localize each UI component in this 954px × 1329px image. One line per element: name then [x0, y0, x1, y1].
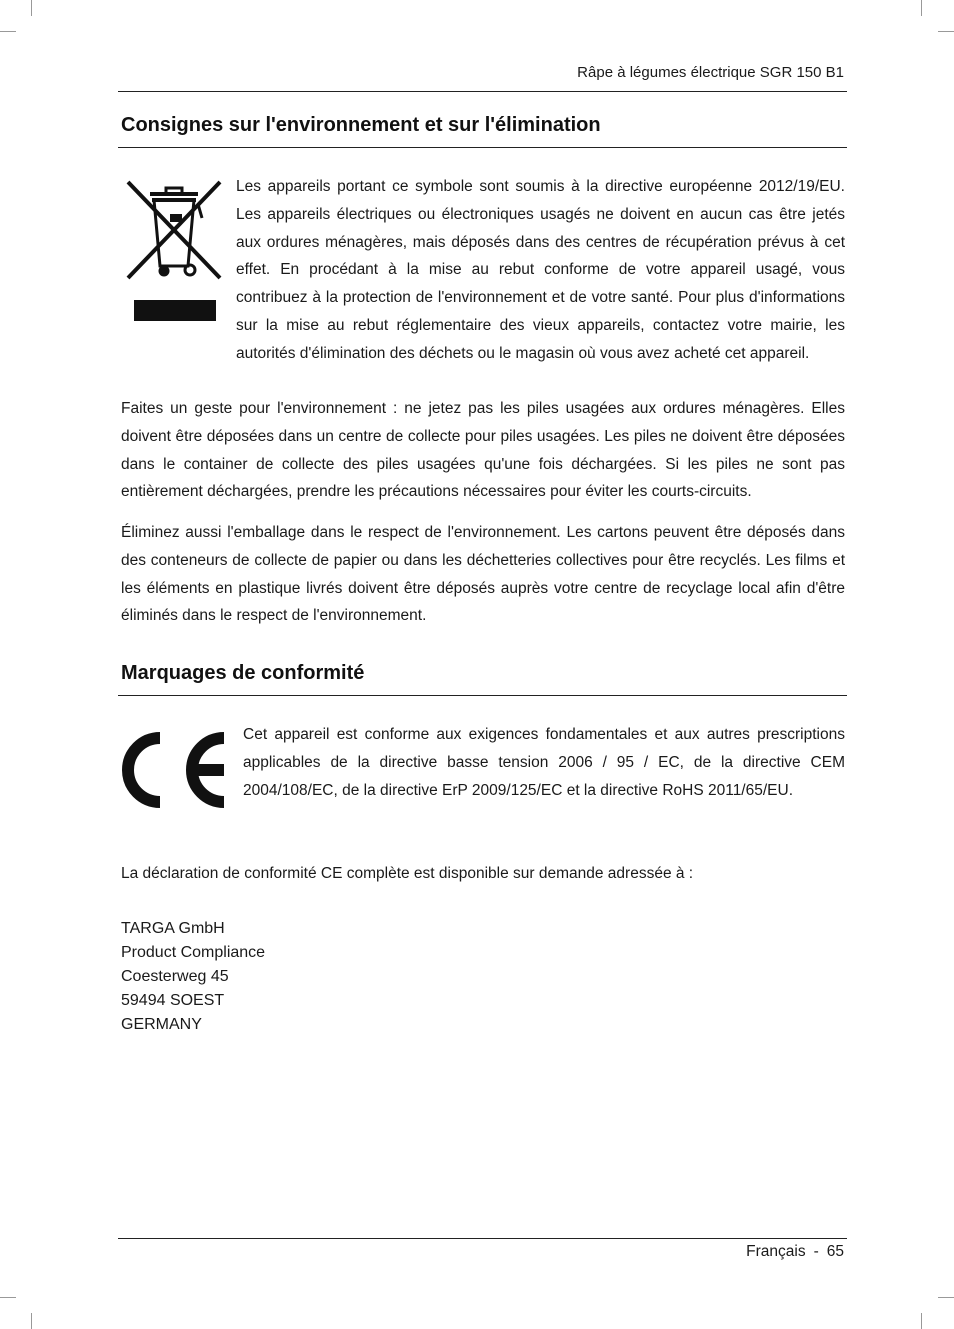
weee-paragraph: Les appareils portant ce symbole sont soumis à la directive européenne 2012/19/EU. Les appareils électriques ou électroniques usagés ne doivent en aucun cas être jetés aux ordures ménagères, mais déposés dans des centres de récupération prévus à cet effet. En procédant à la mise au rebut conforme de votre appareil usagé, vous contribuez à la protection de l'environnement et de votre santé. Pour plus d'informations sur la mise au rebut réglementaire des vieux appareils, contactez votre mairie, les autorités d'élimination des déchets ou le magasin où vous avez acheté cet appareil. [236, 178, 845, 362]
crop-mark [31, 0, 32, 16]
crop-mark [921, 0, 922, 16]
section-heading-conformity: Marquages de conformité [121, 662, 365, 684]
address-line: 59494 SOEST [121, 992, 225, 1009]
crop-mark [921, 1313, 922, 1329]
footer-separator: - [813, 1243, 819, 1260]
running-header: Râpe à légumes électrique SGR 150 B1 [577, 64, 844, 81]
section-heading-environment: Consignes sur l'environnement et sur l'élimination [121, 114, 601, 136]
page-footer [746, 1243, 844, 1261]
page-number: 65 [826, 1243, 844, 1260]
section-rule [118, 147, 847, 148]
crop-mark [31, 1313, 32, 1329]
ce-mark-icon [120, 730, 230, 810]
packaging-paragraph: Éliminez aussi l'emballage dans le respect de l'environnement. Les cartons peuvent être déposés dans des conteneurs de collecte de papier ou dans les déchetteries collectives pour être recyclés. Les films et les éléments en plastique livrés doivent être déposés auprès votre centre de recyclage local afin d'être éliminés dans le respect de l'environnement. [121, 524, 845, 625]
weee-crossed-bin-icon [124, 178, 224, 324]
crop-mark [938, 31, 954, 32]
declaration-paragraph: La déclaration de conformité CE complète est disponible sur demande adressée à : [121, 865, 694, 882]
address-line: TARGA GmbH [121, 920, 225, 937]
section-rule [118, 695, 847, 696]
address-line: GERMANY [121, 1016, 202, 1033]
address-block [121, 917, 265, 1037]
footer-rule [118, 1238, 847, 1239]
footer-language: Français [746, 1243, 806, 1260]
header-rule [118, 91, 847, 92]
crop-mark [0, 1297, 16, 1298]
crop-mark [938, 1297, 954, 1298]
battery-paragraph: Faites un geste pour l'environnement : ne jetez pas les piles usagées aux ordures ménagères. Elles doivent être déposées dans un centre de collecte pour piles usagées. Les piles ne doivent être déposées dans le container de collecte des piles usagées qu'une fois déchargées. Si les piles ne sont pas entièrement déchargées, prendre les précautions nécessaires pour éviter les courts-circuits. [121, 400, 845, 501]
address-line: Product Compliance [121, 944, 266, 961]
ce-paragraph: Cet appareil est conforme aux exigences fondamentales et aux autres prescriptions applicables de la directive basse tension 2006 / 95 / EC, de la directive CEM 2004/108/EC, de la directive ErP 2009/125/EC et la directive RoHS 2011/65/EU. [243, 726, 845, 799]
address-line: Coesterweg 45 [121, 968, 229, 985]
crop-mark [0, 31, 16, 32]
